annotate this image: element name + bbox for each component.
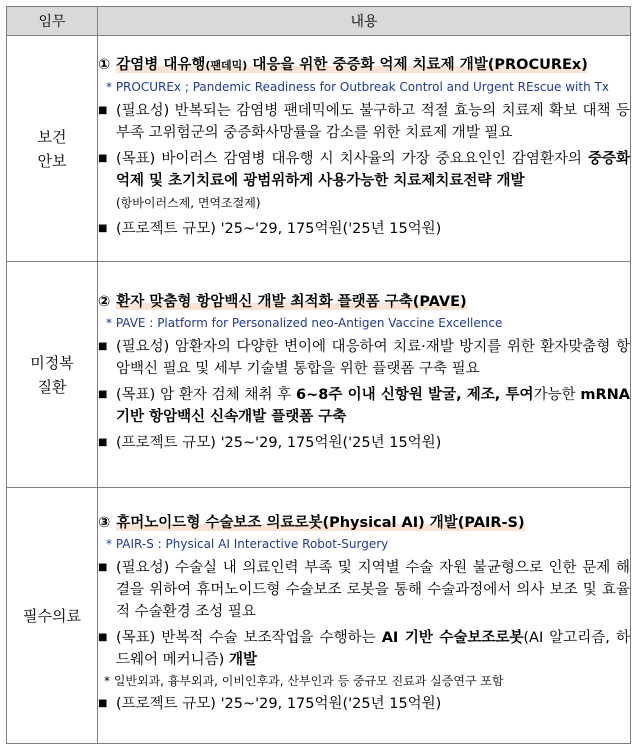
list-item [98, 432, 630, 454]
square-bullet-icon: ■ [98, 341, 108, 352]
content-cell [98, 262, 631, 488]
mission-label: 보건 안보 [37, 127, 67, 170]
item-text: (목표) 바이러스 감염병 대유행 시 치사율의 가장 중요요인인 감염환자의 [116, 150, 588, 167]
square-bullet-icon: ■ [98, 632, 108, 643]
field-note: * 일반외과, 흉부외과, 이비인후과, 산부인과 등 중규모 진료과 실증연구 포함 [104, 674, 504, 688]
project-number: ③ [98, 515, 111, 531]
project-number: ① [98, 56, 111, 73]
list-item [98, 100, 630, 144]
item-text-bold: 개발 [228, 652, 257, 668]
item-text-bold: AI 기반 수술보조로봇 [381, 630, 524, 646]
title-part: 환자 맞춤형 항암백신 개발 최적화 플랫폼 구축(PAVE) [116, 294, 467, 310]
list-item [98, 693, 630, 715]
item-text: (필요성) 암환자의 다양한 변이에 대응하여 치료·재발 방지를 위한 환자맞춤형 항암백신 필요 및 세부 기술별 통합을 위한 플랫폼 구축 필요 [116, 339, 630, 377]
title-part: 대응을 위한 중증화 억제 치료제 개발(PROCUREx) [247, 56, 588, 73]
item-text: (목표) 암 환자 검체 채취 후 [116, 387, 297, 403]
list-item [98, 627, 630, 671]
square-bullet-icon: ■ [98, 222, 108, 234]
project-table [6, 6, 631, 744]
mission-cell [7, 36, 98, 262]
list-item [98, 218, 630, 240]
project-title [98, 54, 630, 77]
header-mission: 임무 [7, 7, 98, 36]
project-title [98, 291, 630, 313]
mission-cell [7, 262, 98, 488]
square-bullet-icon: ■ [98, 152, 108, 164]
table-row [7, 488, 631, 744]
square-bullet-icon: ■ [98, 698, 108, 709]
item-text-bold: 중증화 억제 및 초기치료에 광범위하게 사용가능한 치료제치료전략 개발 [116, 150, 630, 189]
mission-label: 필수의료 [23, 606, 81, 625]
list-item [98, 336, 630, 380]
title-part: 감염병 대유행 [116, 56, 206, 73]
item-text-bold: mRNA 기반 항암백신 신속개발 플랫폼 구축 [116, 387, 630, 425]
item-text: (프로젝트 규모) '25~'29, 175억원('25년 15억원) [116, 220, 442, 237]
item-list [98, 557, 630, 671]
title-part: 휴머노이드형 수술보조 의료로봇(Physical AI) 개발(PAIR-S) [116, 515, 525, 531]
item-text: (필요성) 반복되는 감염병 팬데믹에도 불구하고 적절 효능의 치료제 확보 대책 등 부족 고위험군의 중증화사망률을 감소를 위한 치료제 개발 필요 [116, 102, 630, 141]
list-item [98, 557, 630, 623]
item-text: (프로젝트 규모) '25~'29, 175억원('25년 15억원) [116, 696, 442, 712]
item-list [98, 693, 630, 715]
square-bullet-icon: ■ [98, 562, 108, 573]
table-row [7, 36, 631, 262]
item-text: (프로젝트 규모) '25~'29, 175억원('25년 15억원) [116, 435, 442, 451]
mission-cell [7, 488, 98, 744]
item-list [98, 336, 630, 454]
header-content: 내용 [98, 7, 631, 36]
item-text-bold: 6~8주 이내 신항원 발굴, 제조, 투여 [296, 387, 534, 403]
table-header-row [7, 7, 631, 36]
item-text: (AI 알고리즘, 하드웨어 메커니즘) [116, 630, 630, 668]
item-text: (필요성) 수술실 내 의료인력 부족 및 지역별 수술 자원 불균형으로 인한 문제 해결을 위하여 휴머노이드형 수술보조 로봇을 통해 수술과정에서 의사 보조 및 효율적 수술환경 조성 필요 [116, 560, 630, 620]
list-item [98, 148, 630, 214]
item-text: 가능한 [533, 387, 581, 403]
item-list [98, 100, 630, 240]
square-bullet-icon: ■ [98, 437, 108, 448]
square-bullet-icon: ■ [98, 389, 108, 400]
list-item [98, 384, 630, 428]
acronym-footnote: * PAVE : Platform for Personalized neo-Antigen Vaccine Excellence [106, 316, 503, 330]
content-cell [98, 488, 631, 744]
item-subtext: (항바이러스제, 면역조절제) [116, 195, 261, 210]
square-bullet-icon: ■ [98, 104, 108, 116]
item-text: (목표) 반복적 수술 보조작업을 수행하는 [116, 630, 382, 646]
acronym-footnote: * PROCUREx ; Pandemic Readiness for Outbreak Control and Urgent REscue with Tx [106, 79, 609, 94]
project-number: ② [98, 294, 111, 310]
project-title [98, 512, 630, 534]
table-row [7, 262, 631, 488]
mission-label: 미정복 질환 [30, 353, 74, 396]
title-small: (팬데믹) [205, 58, 248, 72]
content-cell [98, 36, 631, 262]
acronym-footnote: * PAIR-S : Physical AI Interactive Robot-Surgery [106, 537, 389, 551]
